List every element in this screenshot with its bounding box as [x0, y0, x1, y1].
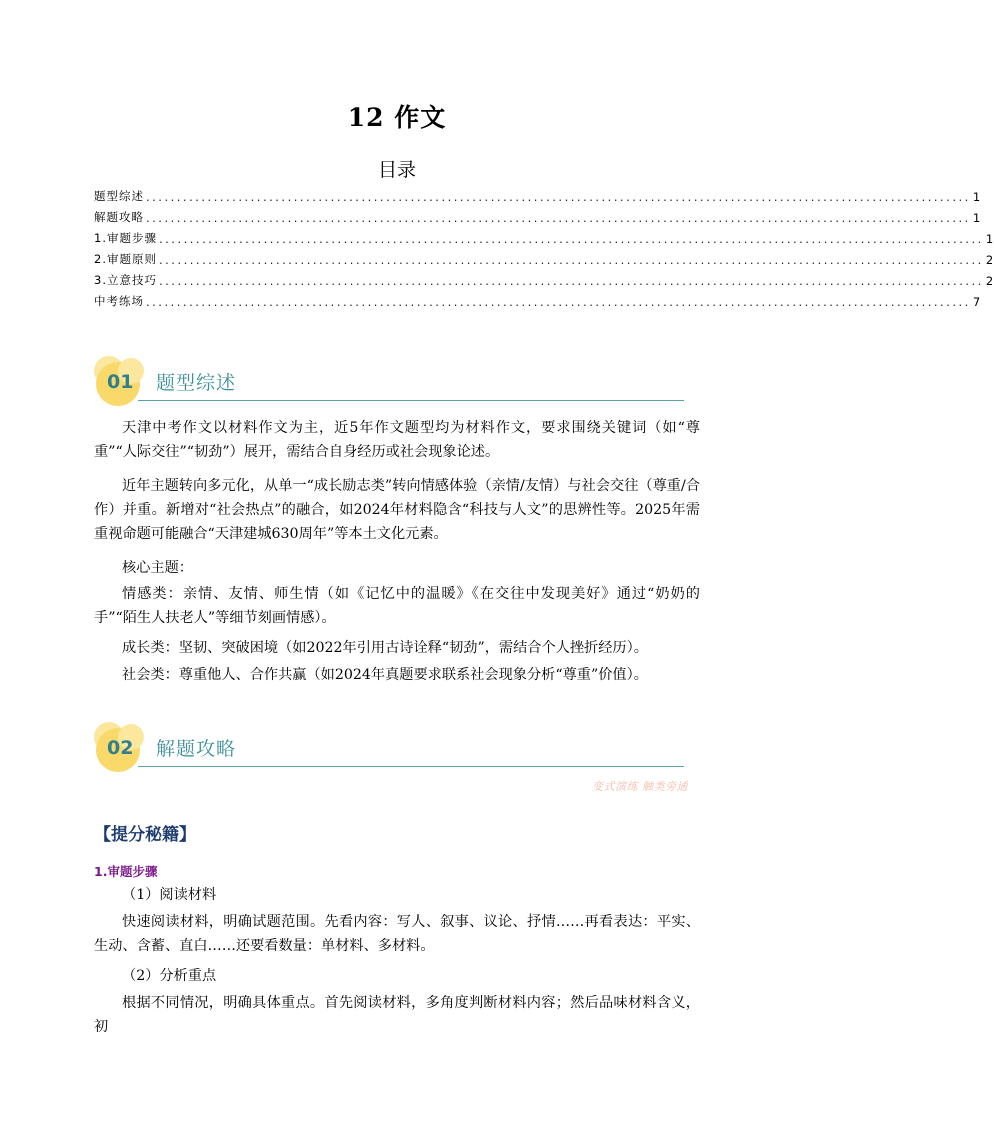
toc-page-number: 1	[985, 232, 994, 246]
toc-entry-label: 解题攻略	[94, 210, 144, 224]
tips-heading: 【提分秘籍】	[94, 825, 196, 845]
toc-entry-jieti[interactable]	[94, 204, 982, 225]
toc-page-number: 1	[972, 211, 982, 225]
toc-leader-dots: ......................................................................................................................................	[158, 253, 984, 267]
toc-entry-tixing[interactable]	[94, 183, 982, 204]
toc-page-number: 1	[972, 190, 982, 204]
paragraph-society-theme: 社会类：尊重他人、合作共赢（如2024年真题要求联系社会现象分析“尊重”价值）。	[122, 667, 648, 683]
toc-entry-zhongkao[interactable]	[94, 288, 982, 309]
paragraph-intro: 天津中考作文以材料作文为主，近5年作文题型均为材料作文，要求围绕关键词（如“尊重”“人际交往”“韧劲”）展开，需结合自身经历或社会现象论述。	[94, 420, 700, 460]
step-1-heading: （1）阅读材料	[122, 887, 217, 903]
step-2-paragraph: 根据不同情况，明确具体重点。首先阅读材料，多角度判断材料内容；然后品味材料含义，初	[94, 995, 700, 1035]
paragraph-emotion-theme: 情感类：亲情、友情、师生情（如《记忆中的温暖》《在交往中发现美好》通过“奶奶的手”“陌生人扶老人”等细节刻画情感）。	[94, 586, 700, 626]
page-title: 12 作文	[347, 103, 447, 132]
step-2-heading: （2）分析重点	[122, 968, 217, 984]
toc-entry-label: 1.审题步骤	[94, 231, 157, 245]
section-tagline: 变式演练 触类旁通	[592, 780, 688, 793]
toc-leader-dots: ......................................................................................................................................	[158, 274, 984, 288]
toc-leader-dots: ......................................................................................................................................	[146, 295, 971, 309]
section-header-01	[94, 356, 684, 408]
section-header-02	[94, 722, 684, 774]
toc-entry-shenti-buzhou[interactable]	[94, 225, 994, 246]
section-title: 解题攻略	[156, 738, 237, 760]
table-of-contents	[94, 183, 994, 309]
paragraph-core-theme-label: 核心主题：	[122, 560, 193, 576]
toc-entry-label: 2.审题原则	[94, 252, 157, 266]
toc-entry-label: 3.立意技巧	[94, 273, 157, 287]
toc-heading: 目录	[377, 159, 416, 181]
paragraph-growth-theme: 成长类：坚韧、突破困境（如2022年引用古诗诠释“韧劲”，需结合个人挫折经历）。	[122, 640, 648, 656]
section-underline	[138, 766, 684, 767]
section-number: 02	[107, 737, 134, 759]
toc-page-number: 2	[985, 274, 994, 288]
step-1-paragraph: 快速阅读材料，明确试题范围。先看内容：写人、叙事、议论、抒情……再看表达：平实、生动、含蓄、直白……还要看数量：单材料、多材料。	[94, 914, 700, 954]
paragraph-trend: 近年主题转向多元化，从单一“成长励志类”转向情感体验（亲情/友情）与社会交往（尊重/合作）并重。新增对“社会热点”的融合，如2024年材料隐含“科技与人文”的思辨性等。2025年需重视命题可能融合“天津建城630周年”等本土文化元素。	[94, 478, 700, 542]
toc-entry-label: 题型综述	[94, 189, 144, 203]
toc-leader-dots: ......................................................................................................................................	[146, 211, 971, 225]
toc-page-number: 7	[972, 295, 982, 309]
toc-leader-dots: ......................................................................................................................................	[146, 190, 971, 204]
toc-entry-liyi[interactable]	[94, 267, 994, 288]
subheading-steps: 1.审题步骤	[94, 864, 158, 879]
toc-leader-dots: ......................................................................................................................................	[158, 232, 984, 246]
section-number: 01	[107, 371, 134, 393]
toc-entry-shenti-yuanze[interactable]	[94, 246, 994, 267]
toc-page-number: 2	[985, 253, 994, 267]
section-underline	[138, 400, 684, 401]
toc-entry-label: 中考练场	[94, 294, 144, 308]
section-title: 题型综述	[156, 372, 237, 394]
